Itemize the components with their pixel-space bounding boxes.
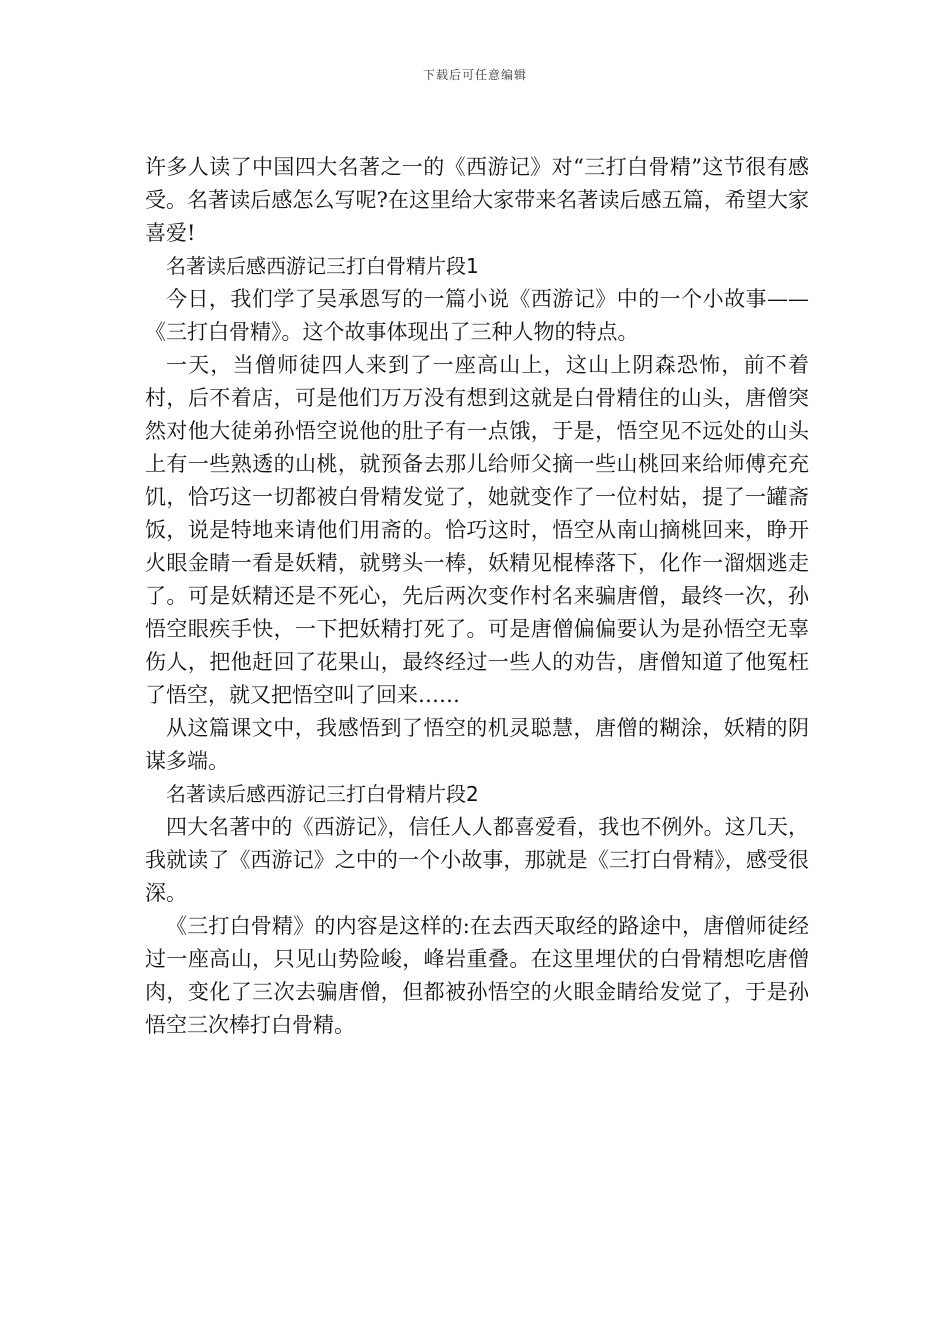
- intro-paragraph: 许多人读了中国四大名著之一的《西游记》对“三打白骨精”这节很有感受。名著读后感怎么写呢?在这里给大家带来名著读后感五篇，希望大家喜爱!: [145, 155, 809, 245]
- body-paragraph: 《三打白骨精》的内容是这样的:在去西天取经的路途中，唐僧师徒经过一座高山，只见山势险峻，峰岩重叠。在这里埋伏的白骨精想吃唐僧肉，变化了三次去骗唐僧，但都被孙悟空的火眼金睛给发觉了，于是孙悟空三次棒打白骨精。: [145, 914, 809, 1037]
- document-body: [145, 151, 809, 1042]
- body-paragraph: 四大名著中的《西游记》，信任人人都喜爱看，我也不例外。这几天，我就读了《西游记》之中的一个小故事，那就是《三打白骨精》，感受很深。: [145, 815, 809, 905]
- section-heading-2: 名著读后感西游记三打白骨精片段2: [166, 782, 479, 806]
- section-heading-1: 名著读后感西游记三打白骨精片段1: [166, 254, 479, 278]
- body-paragraph: 一天，当僧师徒四人来到了一座高山上，这山上阴森恐怖，前不着村，后不着店，可是他们万万没有想到这就是白骨精住的山头，唐僧突然对他大徒弟孙悟空说他的肚子有一点饿，于是，悟空见不远处的山头上有一些熟透的山桃，就预备去那儿给师父摘一些山桃回来给师傅充充饥，恰巧这一切都被白骨精发觉了，她就变作了一位村姑，提了一罐斋饭，说是特地来请他们用斋的。恰巧这时，悟空从南山摘桃回来，睁开火眼金睛一看是妖精，就劈头一棒，妖精见棍棒落下，化作一溜烟逃走了。可是妖精还是不死心，先后两次变作村名来骗唐僧，最终一次，孙悟空眼疾手快，一下把妖精打死了。可是唐僧偏偏要认为是孙悟空无辜伤人，把他赶回了花果山，最终经过一些人的劝告，唐僧知道了他冤枉了悟空，就又把悟空叫了回来……: [145, 353, 809, 707]
- body-paragraph: 今日，我们学了吴承恩写的一篇小说《西游记》中的一个小故事——《三打白骨精》。这个故事体现出了三种人物的特点。: [145, 287, 809, 344]
- page-header: 下载后可任意编辑: [422, 68, 527, 82]
- body-paragraph: 从这篇课文中，我感悟到了悟空的机灵聪慧，唐僧的糊涂，妖精的阴谋多端。: [145, 716, 809, 773]
